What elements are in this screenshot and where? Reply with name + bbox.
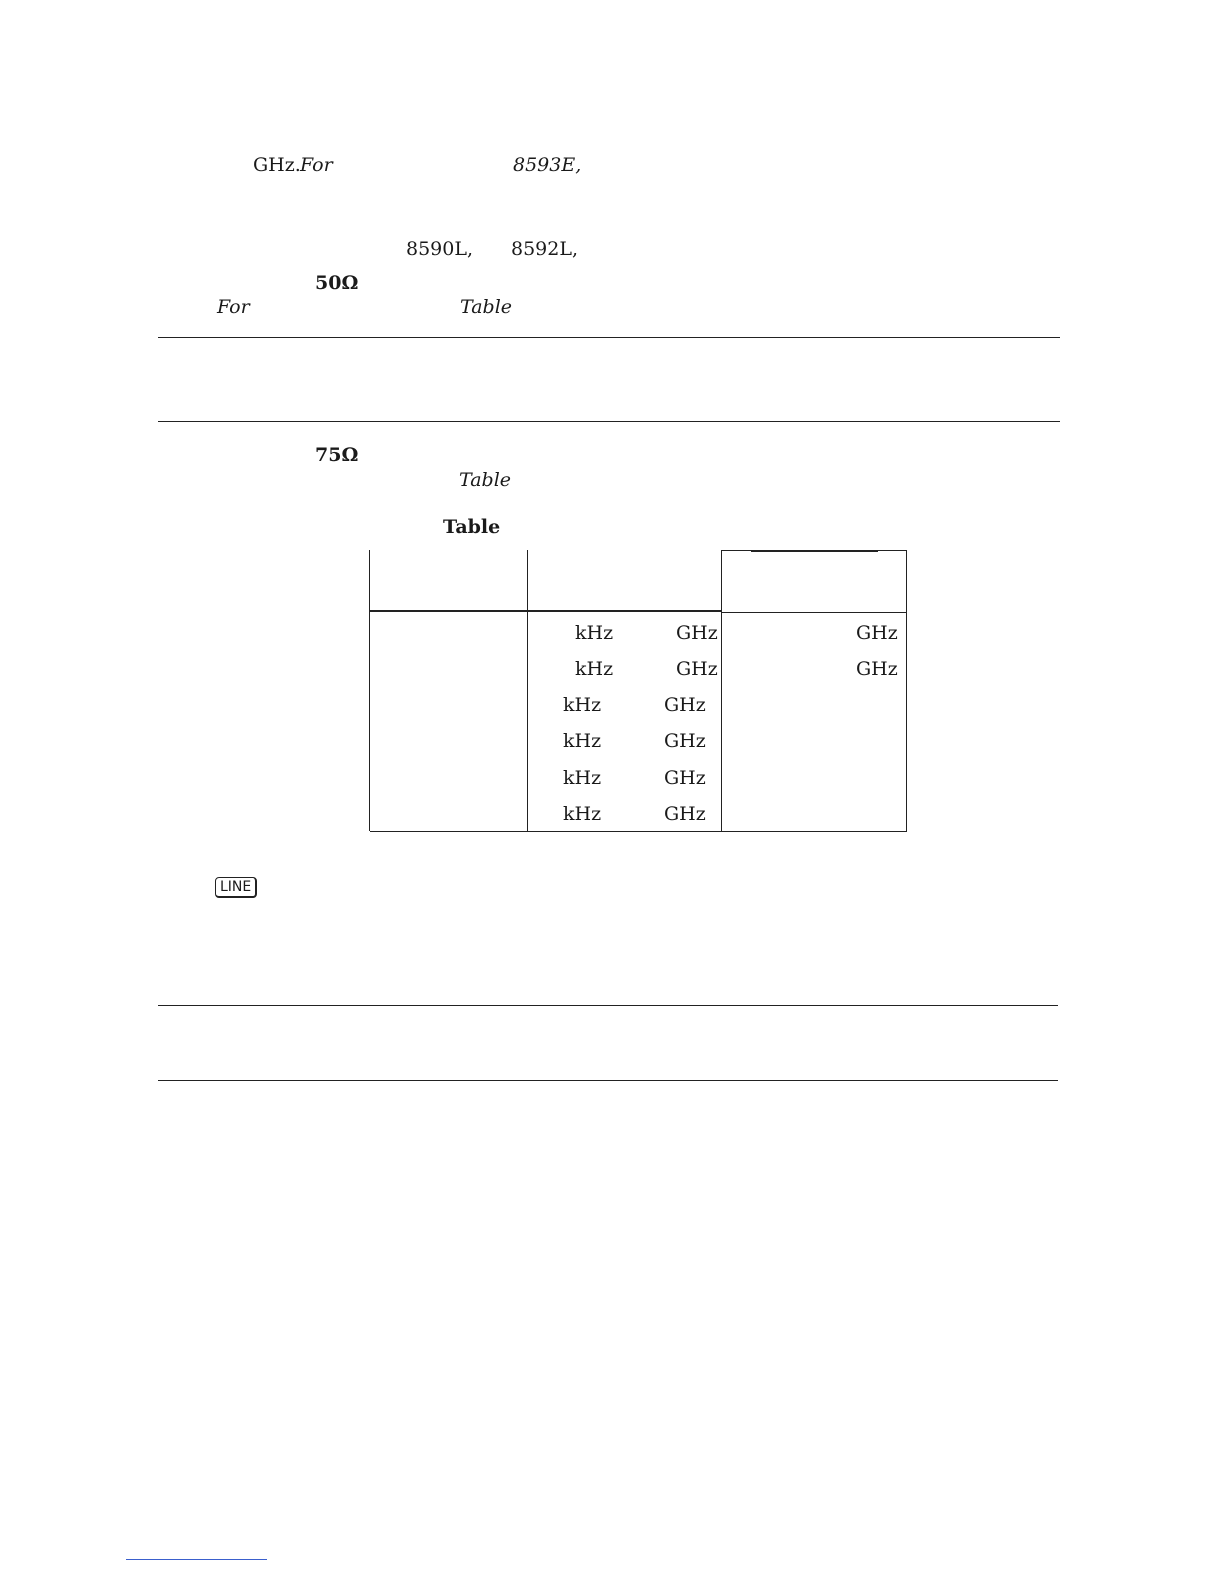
- line1-ghz: GHz.: [253, 154, 301, 176]
- impedance-75: 75Ω: [315, 444, 359, 466]
- line3-table-ref: Table: [460, 296, 513, 318]
- cell-stop-unit: GHz: [676, 622, 718, 644]
- cell-range-unit: GHz: [856, 658, 898, 680]
- table-col-divider-1: [527, 550, 528, 831]
- cell-stop-unit: GHz: [676, 658, 718, 680]
- note-rule-bottom: [158, 421, 1060, 422]
- cell-range-unit: GHz: [856, 622, 898, 644]
- impedance-50: 50Ω: [315, 272, 359, 294]
- table-col-divider-2: [721, 550, 722, 831]
- cell-stop-unit: GHz: [664, 767, 706, 789]
- line1-for: For: [300, 154, 333, 176]
- line1-model: 8593E,: [513, 154, 582, 176]
- cell-start-unit: kHz: [563, 694, 602, 716]
- line3-for: For: [217, 296, 250, 318]
- table-top-border-col3: [722, 550, 907, 551]
- table-left-border: [369, 550, 370, 831]
- cell-stop-unit: GHz: [664, 694, 706, 716]
- line2-model-a: 8590L,: [406, 238, 474, 260]
- table-header-rule-right: [722, 612, 907, 613]
- cell-start-unit: kHz: [575, 622, 614, 644]
- line4-table-ref: Table: [459, 469, 512, 491]
- table-bottom-border: [370, 831, 907, 832]
- table-caption: Table: [443, 516, 501, 538]
- note-rule-top: [158, 337, 1060, 338]
- line2-model-b: 8592L,: [511, 238, 579, 260]
- cell-start-unit: kHz: [563, 767, 602, 789]
- table-header-rule-left: [370, 610, 721, 612]
- note2-rule-top: [158, 1005, 1058, 1006]
- cell-stop-unit: GHz: [664, 730, 706, 752]
- cell-stop-unit: GHz: [664, 803, 706, 825]
- note2-rule-bottom: [158, 1080, 1058, 1081]
- cell-start-unit: kHz: [563, 730, 602, 752]
- table-right-border: [906, 550, 907, 831]
- line-key[interactable]: LINE: [215, 877, 257, 898]
- cell-start-unit: kHz: [563, 803, 602, 825]
- cell-start-unit: kHz: [575, 658, 614, 680]
- footer-link-rule: [126, 1559, 267, 1560]
